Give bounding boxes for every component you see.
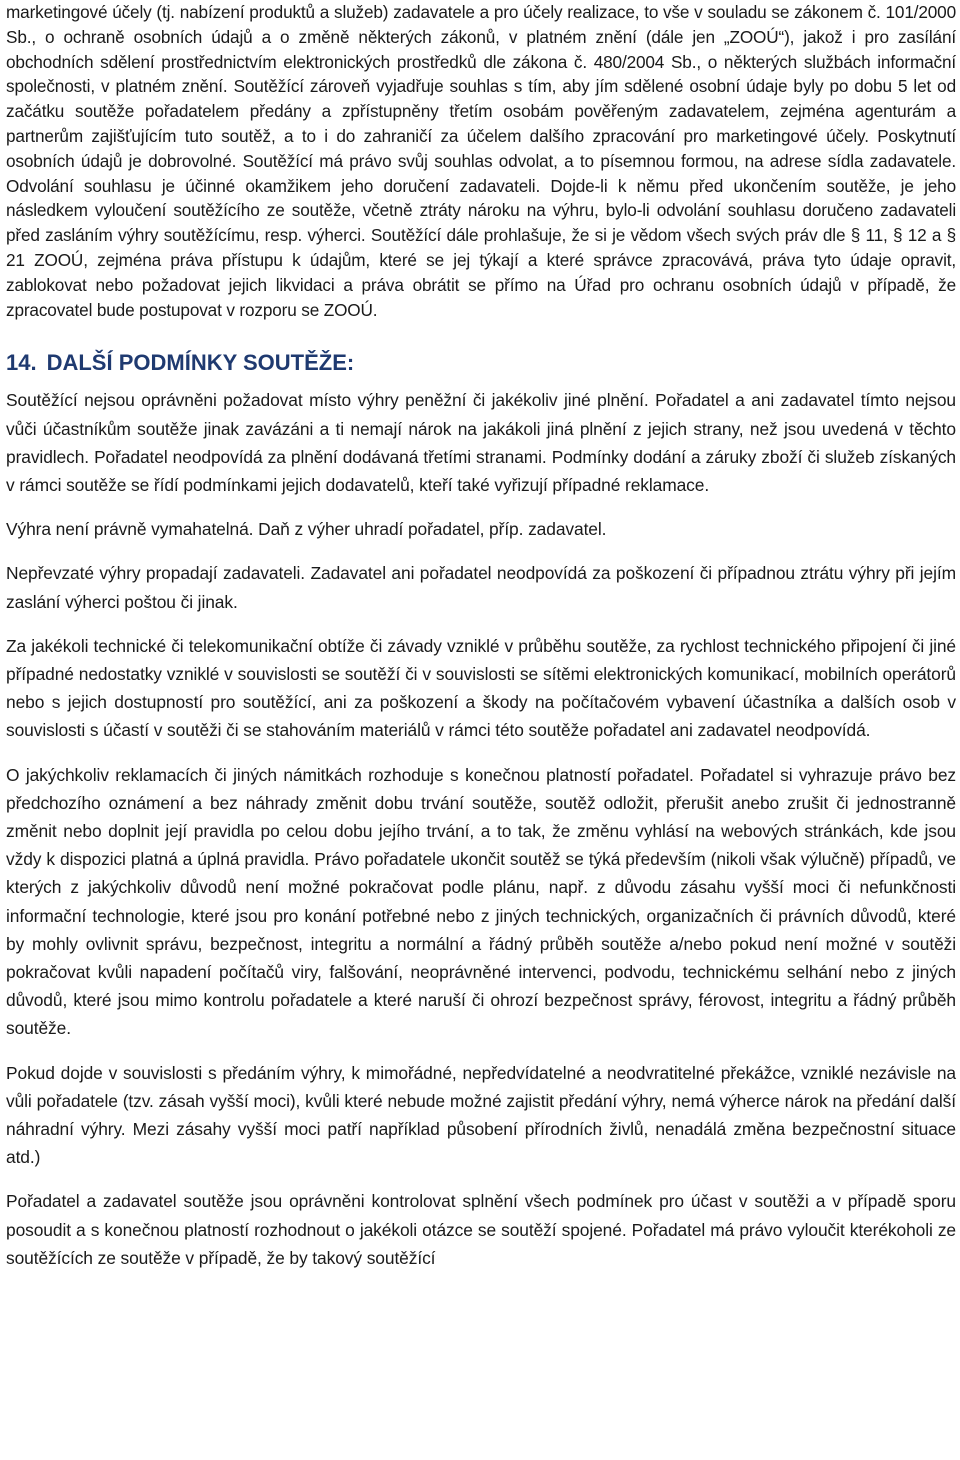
- paragraph-no-cash-equivalent: Soutěžící nejsou oprávněni požadovat místo výhry peněžní či jakékoliv jiné plnění. Pořadatel a ani zadavatel tímto nejsou vůči účastníkům soutěže jinak zavázáni a ti nemají nárok na jakákoli jiná plnění z jejich strany, než jsou uvedená v těchto pravidlech. Pořadatel neodpovídá za plnění dodávaná třetími stranami. Podmínky dodání a záruky zboží či služeb získaných v rámci soutěže se řídí podmínkami jejich dodavatelů, kteří také vyřizují případné reklamace.: [6, 390, 956, 495]
- paragraph-force-majeure: Pokud dojde v souvislosti s předáním výhry, k mimořádné, nepředvídatelné a neodvratitelné překážce, vzniklé nezávisle na vůli pořadatele (tzv. zásah vyšší moci), kvůli které nebude možné zajistit předání výhry, nemá výherce nárok na předání další náhradní výhry. Mezi zásahy vyšší moci patří například působení přírodních živlů, nenadálá změna bezpečnostní situace atd.): [6, 1062, 956, 1168]
- document-page: [6, 0, 956, 1272]
- paragraph-prize-not-enforceable: Výhra není právně vymahatelná. Daň z výher uhradí pořadatel, příp. zadavatel.: [6, 519, 607, 540]
- paragraph-organizer-control: Pořadatel a zadavatel soutěže jsou oprávněni kontrolovat splnění všech podmínek pro účast v soutěži a v případě sporu posoudit a s konečnou platností rozhodnout o jakékoli otázce se soutěží spojené. Pořadatel má právo vyloučit kterékoholi ze soutěžících ze soutěže v případě, že by takový soutěžící: [6, 1191, 956, 1268]
- consent-clause-continued: [6, 0, 956, 322]
- paragraph-unclaimed-prizes: Nepřevzaté výhry propadají zadavateli. Zadavatel ani pořadatel neodpovídá za poškození či případnou ztrátu výhry při jejím zaslání výherci poštou či jinak.: [6, 563, 956, 612]
- section-number: 14.: [6, 350, 37, 376]
- paragraph-complaints-and-changes: O jakýchkoliv reklamacích či jiných námitkách rozhoduje s konečnou platností pořadatel. Pořadatel si vyhrazuje právo bez předchozího oznámení a bez náhrady změnit dobu trvání soutěže, soutěž odložit, přerušit anebo zrušit či jednostranně změnit nebo doplnit její pravidla po celou dobu jejího trvání, a to tak, že změnu vyhlásí na webových stránkách, kde jsou vždy k dispozici platná a úplná pravidla. Právo pořadatele ukončit soutěž se týká především (nikoli však výlučně) případů, ve kterých z jakýchkoliv důvodů není možné pokračovat podle plánu, např. z důvodu zásahu vyšší moci či nefunkčnosti informační technologie, které jsou pro konání potřebné nebo z jiných technických, organizačních či právních důvodů, které by mohly ovlivnit správu, bezpečnost, integritu a normální a řádný průběh soutěže a/nebo pokud není možné v soutěži pokračovat kvůli napadení počítačů viry, falšování, neoprávněné intervenci, podvodu, technickému selhání nebo z jiných důvodů, které jsou mimo kontrolu pořadatele a které naruší či ohrozí bezpečnost správy, férovost, integritu a řádný průběh soutěže.: [6, 764, 956, 1039]
- section-heading: [6, 348, 956, 378]
- section-title: DALŠÍ PODMÍNKY SOUTĚŽE:: [46, 350, 355, 376]
- paragraph-technical-issues: Za jakékoli technické či telekomunikační obtíže či závady vzniklé v průběhu soutěže, za rychlost technického připojení či jiné případné nedostatky vzniklé v souvislosti se soutěží či v souvislosti se sítěmi elektronických komunikací, mobilních operátorů nebo s jejich dostupností pro soutěžící, ani za poškození a škody na počítačovém vybavení účastníka a dalších osob v souvislosti s účastí v soutěži či se stahováním materiálů v rámci této soutěže pořadatel ani zadavatel neodpovídá.: [6, 635, 956, 741]
- consent-paragraph: marketingové účely (tj. nabízení produktů a služeb) zadavatele a pro účely realizace, to vše v souladu se zákonem č. 101/2000 Sb., o ochraně osobních údajů a o změně některých zákonů, v platném znění (dále jen „ZOOÚ“), jakož i pro zasílání obchodních sdělení prostřednictvím elektronických prostředků dle zákona č. 480/2004 Sb., o některých službách informační společnosti, v platném znění. Soutěžící zároveň vyjadřuje souhlas s tím, aby jím sdělené osobní údaje byly po dobu 5 let od začátku soutěže pořadatelem předány a zpřístupněny třetím osobám pověřeným zadavatelem, zejména agenturám a partnerům zajišťujícím tuto soutěž, a to i do zahraničí za účelem dalšího zpracování pro marketingové účely. Poskytnutí osobních údajů je dobrovolné. Soutěžící má právo svůj souhlas odvolat, a to písemnou formou, na adrese sídla zadavatele. Odvolání souhlasu je účinné okamžikem jeho doručení zadavateli. Dojde-li k němu před ukončením soutěže, je jeho následkem vyloučení soutěžícího ze soutěže, včetně ztráty nároku na výhru, bylo-li odvolání souhlasu doručeno zadavateli před zasláním výhry soutěžícímu, resp. výherci. Soutěžící dále prohlašuje, že si je vědom všech svých práv dle § 11, § 12 a § 21 ZOOÚ, zejména práva přístupu k údajům, které se jej týkají a které správce zpracovává, práva tyto údaje opravit, zablokovat nebo požadovat jejich likvidaci a práva obrátit se přímo na Úřad pro ochranu osobních údajů v případě, že zpracovatel bude postupovat v rozporu se ZOOÚ.: [6, 2, 956, 320]
